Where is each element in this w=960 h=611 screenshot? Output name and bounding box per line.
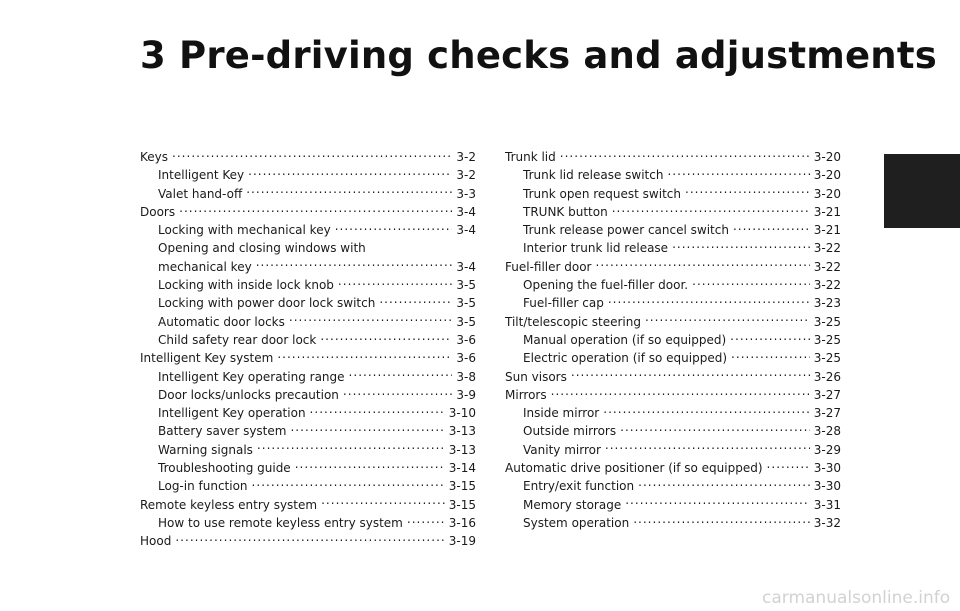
toc-entry-label: Intelligent Key operation bbox=[158, 406, 306, 421]
toc-subentry[interactable] bbox=[140, 313, 476, 331]
toc-entry-label: Keys bbox=[140, 150, 169, 164]
dot-leader bbox=[571, 369, 810, 381]
toc-entry-label: Interior trunk lid release bbox=[523, 241, 669, 256]
toc-subentry[interactable] bbox=[505, 294, 841, 312]
toc-subentry[interactable] bbox=[505, 349, 841, 367]
dot-leader bbox=[596, 259, 810, 271]
toc-entry-label: How to use remote keyless entry system bbox=[158, 515, 403, 530]
toc-subentry[interactable] bbox=[505, 203, 841, 221]
toc-entry-label: Fuel-filler door bbox=[505, 259, 592, 274]
toc-page-number: 3-14 bbox=[448, 461, 476, 476]
toc-entry-label: Remote keyless entry system bbox=[140, 497, 318, 512]
toc-subentry[interactable] bbox=[140, 166, 476, 184]
toc-page-number: 3-2 bbox=[456, 150, 476, 164]
toc-subentry[interactable]: Opening and closing windows with bbox=[158, 241, 366, 256]
toc-entry-label: Tilt/telescopic steering bbox=[505, 314, 641, 329]
toc-page-number: 3-5 bbox=[456, 278, 476, 293]
dot-leader bbox=[335, 222, 453, 234]
dot-leader bbox=[320, 332, 452, 344]
dot-leader bbox=[603, 405, 810, 417]
toc-page-number: 3-19 bbox=[448, 534, 476, 549]
toc-page-number: 3-4 bbox=[456, 204, 476, 219]
dot-leader bbox=[692, 277, 810, 289]
toc-page-number: 3-29 bbox=[813, 442, 841, 457]
toc-entry-label: Automatic drive positioner (if so equipped) bbox=[505, 461, 763, 476]
toc-entry-label: Hood bbox=[140, 534, 172, 549]
toc-page-number: 3-31 bbox=[813, 497, 841, 512]
toc-entry-label: Locking with inside lock knob bbox=[158, 278, 334, 293]
toc-page-number: 3-10 bbox=[448, 406, 476, 421]
toc-entry-label: Vanity mirror bbox=[523, 442, 601, 457]
toc-page-number: 3-21 bbox=[813, 204, 841, 219]
toc-entry[interactable] bbox=[505, 386, 841, 404]
toc-subentry[interactable] bbox=[505, 166, 841, 184]
dot-leader bbox=[349, 369, 453, 381]
toc-entry-label: Fuel-filler cap bbox=[523, 296, 604, 311]
dot-leader bbox=[633, 515, 810, 527]
toc-entry[interactable] bbox=[140, 203, 476, 221]
toc-entry[interactable] bbox=[505, 258, 841, 276]
toc-entry-label: Intelligent Key system bbox=[140, 351, 274, 366]
toc-subentry[interactable] bbox=[140, 276, 476, 294]
toc-subentry[interactable] bbox=[505, 514, 841, 532]
toc-page-number: 3-22 bbox=[813, 278, 841, 293]
toc-page-number: 3-5 bbox=[456, 314, 476, 329]
toc-entry-label: Child safety rear door lock bbox=[158, 332, 317, 347]
toc-subentry[interactable] bbox=[505, 404, 841, 422]
toc-page-number: 3-20 bbox=[813, 186, 841, 201]
dot-leader bbox=[172, 149, 452, 161]
toc-entry-label: Trunk release power cancel switch bbox=[523, 223, 729, 238]
dot-leader bbox=[733, 222, 810, 234]
toc-subentry[interactable] bbox=[505, 477, 841, 495]
toc-page-number: 3-20 bbox=[813, 168, 841, 183]
toc-subentry[interactable] bbox=[505, 441, 841, 459]
toc-entry-label: TRUNK button bbox=[523, 204, 608, 219]
toc-subentry[interactable] bbox=[140, 459, 476, 477]
dot-leader bbox=[252, 478, 445, 490]
toc-entry-label: Entry/exit function bbox=[523, 479, 635, 494]
dot-leader bbox=[407, 515, 445, 527]
toc-entry-label: Locking with mechanical key bbox=[158, 223, 331, 238]
toc-page-number: 3-13 bbox=[448, 424, 476, 439]
toc-page-number: 3-30 bbox=[813, 479, 841, 494]
dot-leader bbox=[620, 423, 810, 435]
toc-page-number: 3-5 bbox=[456, 296, 476, 311]
toc-subentry[interactable] bbox=[505, 185, 841, 203]
toc-subentry[interactable] bbox=[140, 221, 476, 239]
toc-page-number: 3-6 bbox=[456, 351, 476, 366]
toc-entry[interactable] bbox=[505, 148, 841, 166]
toc-page-number: 3-2 bbox=[456, 168, 476, 183]
toc-right-column bbox=[505, 148, 841, 532]
toc-entry[interactable] bbox=[140, 349, 476, 367]
toc-page-number: 3-25 bbox=[813, 351, 841, 366]
toc-subentry[interactable] bbox=[505, 239, 841, 257]
toc-entry[interactable] bbox=[140, 496, 476, 514]
dot-leader bbox=[321, 497, 445, 509]
toc-subentry[interactable] bbox=[505, 276, 841, 294]
toc-entry-label: Battery saver system bbox=[158, 424, 287, 439]
toc-entry-label: Valet hand-off bbox=[158, 186, 243, 201]
toc-page-number: 3-21 bbox=[813, 223, 841, 238]
toc-page-number: 3-13 bbox=[448, 442, 476, 457]
toc-entry-label: mechanical key bbox=[158, 259, 252, 274]
toc-page-number: 3-16 bbox=[448, 515, 476, 530]
toc-subentry[interactable] bbox=[140, 404, 476, 422]
dot-leader bbox=[685, 186, 810, 198]
toc-page-number: 3-4 bbox=[456, 223, 476, 238]
dot-leader bbox=[246, 186, 452, 198]
dot-leader bbox=[608, 295, 810, 307]
dot-leader bbox=[767, 460, 810, 472]
toc-entry-label: Automatic door locks bbox=[158, 314, 285, 329]
toc-page-number: 3-23 bbox=[813, 296, 841, 311]
toc-subentry[interactable] bbox=[140, 514, 476, 532]
toc-entry-label: Doors bbox=[140, 204, 176, 219]
toc-subentry[interactable] bbox=[140, 331, 476, 349]
dot-leader bbox=[290, 423, 444, 435]
toc-entry[interactable] bbox=[140, 148, 476, 166]
toc-page-number: 3-3 bbox=[456, 186, 476, 201]
dot-leader bbox=[175, 533, 444, 545]
toc-entry-label: Sun visors bbox=[505, 369, 567, 384]
toc-page-number: 3-6 bbox=[456, 332, 476, 347]
toc-entry-label: Mirrors bbox=[505, 387, 547, 402]
toc-page-number: 3-25 bbox=[813, 332, 841, 347]
dot-leader bbox=[295, 460, 445, 472]
toc-subentry[interactable] bbox=[140, 368, 476, 386]
page-title: 3 Pre-driving checks and adjustments bbox=[140, 34, 937, 77]
dot-leader bbox=[277, 350, 452, 362]
toc-entry-label: Troubleshooting guide bbox=[158, 461, 291, 476]
toc-subentry[interactable] bbox=[140, 422, 476, 440]
toc-subentry[interactable] bbox=[140, 294, 476, 312]
toc-entry-label: System operation bbox=[523, 515, 630, 530]
toc-entry-label: Manual operation (if so equipped) bbox=[523, 332, 727, 347]
toc-entry[interactable] bbox=[505, 313, 841, 331]
toc-subentry[interactable] bbox=[140, 185, 476, 203]
toc-page-number: 3-4 bbox=[456, 259, 476, 274]
dot-leader bbox=[248, 167, 452, 179]
toc-page-number: 3-32 bbox=[813, 515, 841, 530]
toc-page-number: 3-27 bbox=[813, 387, 841, 402]
dot-leader bbox=[256, 259, 453, 271]
toc-subentry[interactable] bbox=[140, 386, 476, 404]
toc-page-number: 3-9 bbox=[456, 387, 476, 402]
dot-leader bbox=[551, 387, 810, 399]
toc-entry-label: Trunk lid release switch bbox=[523, 168, 664, 183]
toc-page-number: 3-28 bbox=[813, 424, 841, 439]
toc-entry-label: Electric operation (if so equipped) bbox=[523, 351, 728, 366]
dot-leader bbox=[560, 149, 810, 161]
toc-subentry[interactable] bbox=[505, 422, 841, 440]
toc-entry-label: Intelligent Key operating range bbox=[158, 369, 345, 384]
toc-entry-label: Inside mirror bbox=[523, 406, 600, 421]
toc-entry-label: Door locks/unlocks precaution bbox=[158, 387, 339, 402]
dot-leader bbox=[625, 497, 810, 509]
toc-page-number: 3-15 bbox=[448, 479, 476, 494]
dot-leader bbox=[638, 478, 810, 490]
toc-subentry[interactable] bbox=[140, 441, 476, 459]
toc-entry-label: Warning signals bbox=[158, 442, 253, 457]
toc-entry-label: Trunk open request switch bbox=[523, 186, 681, 201]
dot-leader bbox=[338, 277, 452, 289]
toc-page-number: 3-8 bbox=[456, 369, 476, 384]
dot-leader bbox=[257, 442, 445, 454]
toc-page-number: 3-22 bbox=[813, 259, 841, 274]
toc-subentry[interactable] bbox=[140, 477, 476, 495]
toc-entry[interactable] bbox=[505, 368, 841, 386]
dot-leader bbox=[730, 332, 810, 344]
toc-entry[interactable] bbox=[140, 532, 476, 550]
dot-leader bbox=[672, 240, 810, 252]
toc-subentry[interactable] bbox=[505, 496, 841, 514]
toc-entry[interactable] bbox=[505, 459, 841, 477]
dot-leader bbox=[645, 314, 810, 326]
dot-leader bbox=[289, 314, 453, 326]
dot-leader bbox=[310, 405, 445, 417]
toc-left-column bbox=[140, 148, 476, 551]
watermark: carmanualsonline.info bbox=[762, 588, 951, 608]
dot-leader bbox=[605, 442, 810, 454]
dot-leader bbox=[343, 387, 452, 399]
toc-entry-label: Memory storage bbox=[523, 497, 622, 512]
toc-page-number: 3-20 bbox=[813, 150, 841, 164]
dot-leader bbox=[379, 295, 452, 307]
toc-page-number: 3-26 bbox=[813, 369, 841, 384]
dot-leader bbox=[667, 167, 809, 179]
toc-subentry[interactable] bbox=[140, 258, 476, 276]
toc-page-number: 3-30 bbox=[813, 461, 841, 476]
dot-leader bbox=[731, 350, 810, 362]
toc-page-number: 3-25 bbox=[813, 314, 841, 329]
toc-subentry[interactable] bbox=[505, 221, 841, 239]
toc-entry-label: Outside mirrors bbox=[523, 424, 617, 439]
toc-entry-label: Locking with power door lock switch bbox=[158, 296, 376, 311]
toc-page-number: 3-27 bbox=[813, 406, 841, 421]
dot-leader bbox=[179, 204, 452, 216]
toc-subentry[interactable] bbox=[505, 331, 841, 349]
chapter-tab bbox=[884, 154, 960, 228]
toc-page-number: 3-22 bbox=[813, 241, 841, 256]
toc-page-number: 3-15 bbox=[448, 497, 476, 512]
toc-entry-label: Log-in function bbox=[158, 479, 248, 494]
dot-leader bbox=[612, 204, 810, 216]
toc-entry-label: Opening the fuel-filler door. bbox=[523, 278, 689, 293]
toc-entry-label: Trunk lid bbox=[505, 150, 556, 164]
toc-entry-label: Intelligent Key bbox=[158, 168, 245, 183]
